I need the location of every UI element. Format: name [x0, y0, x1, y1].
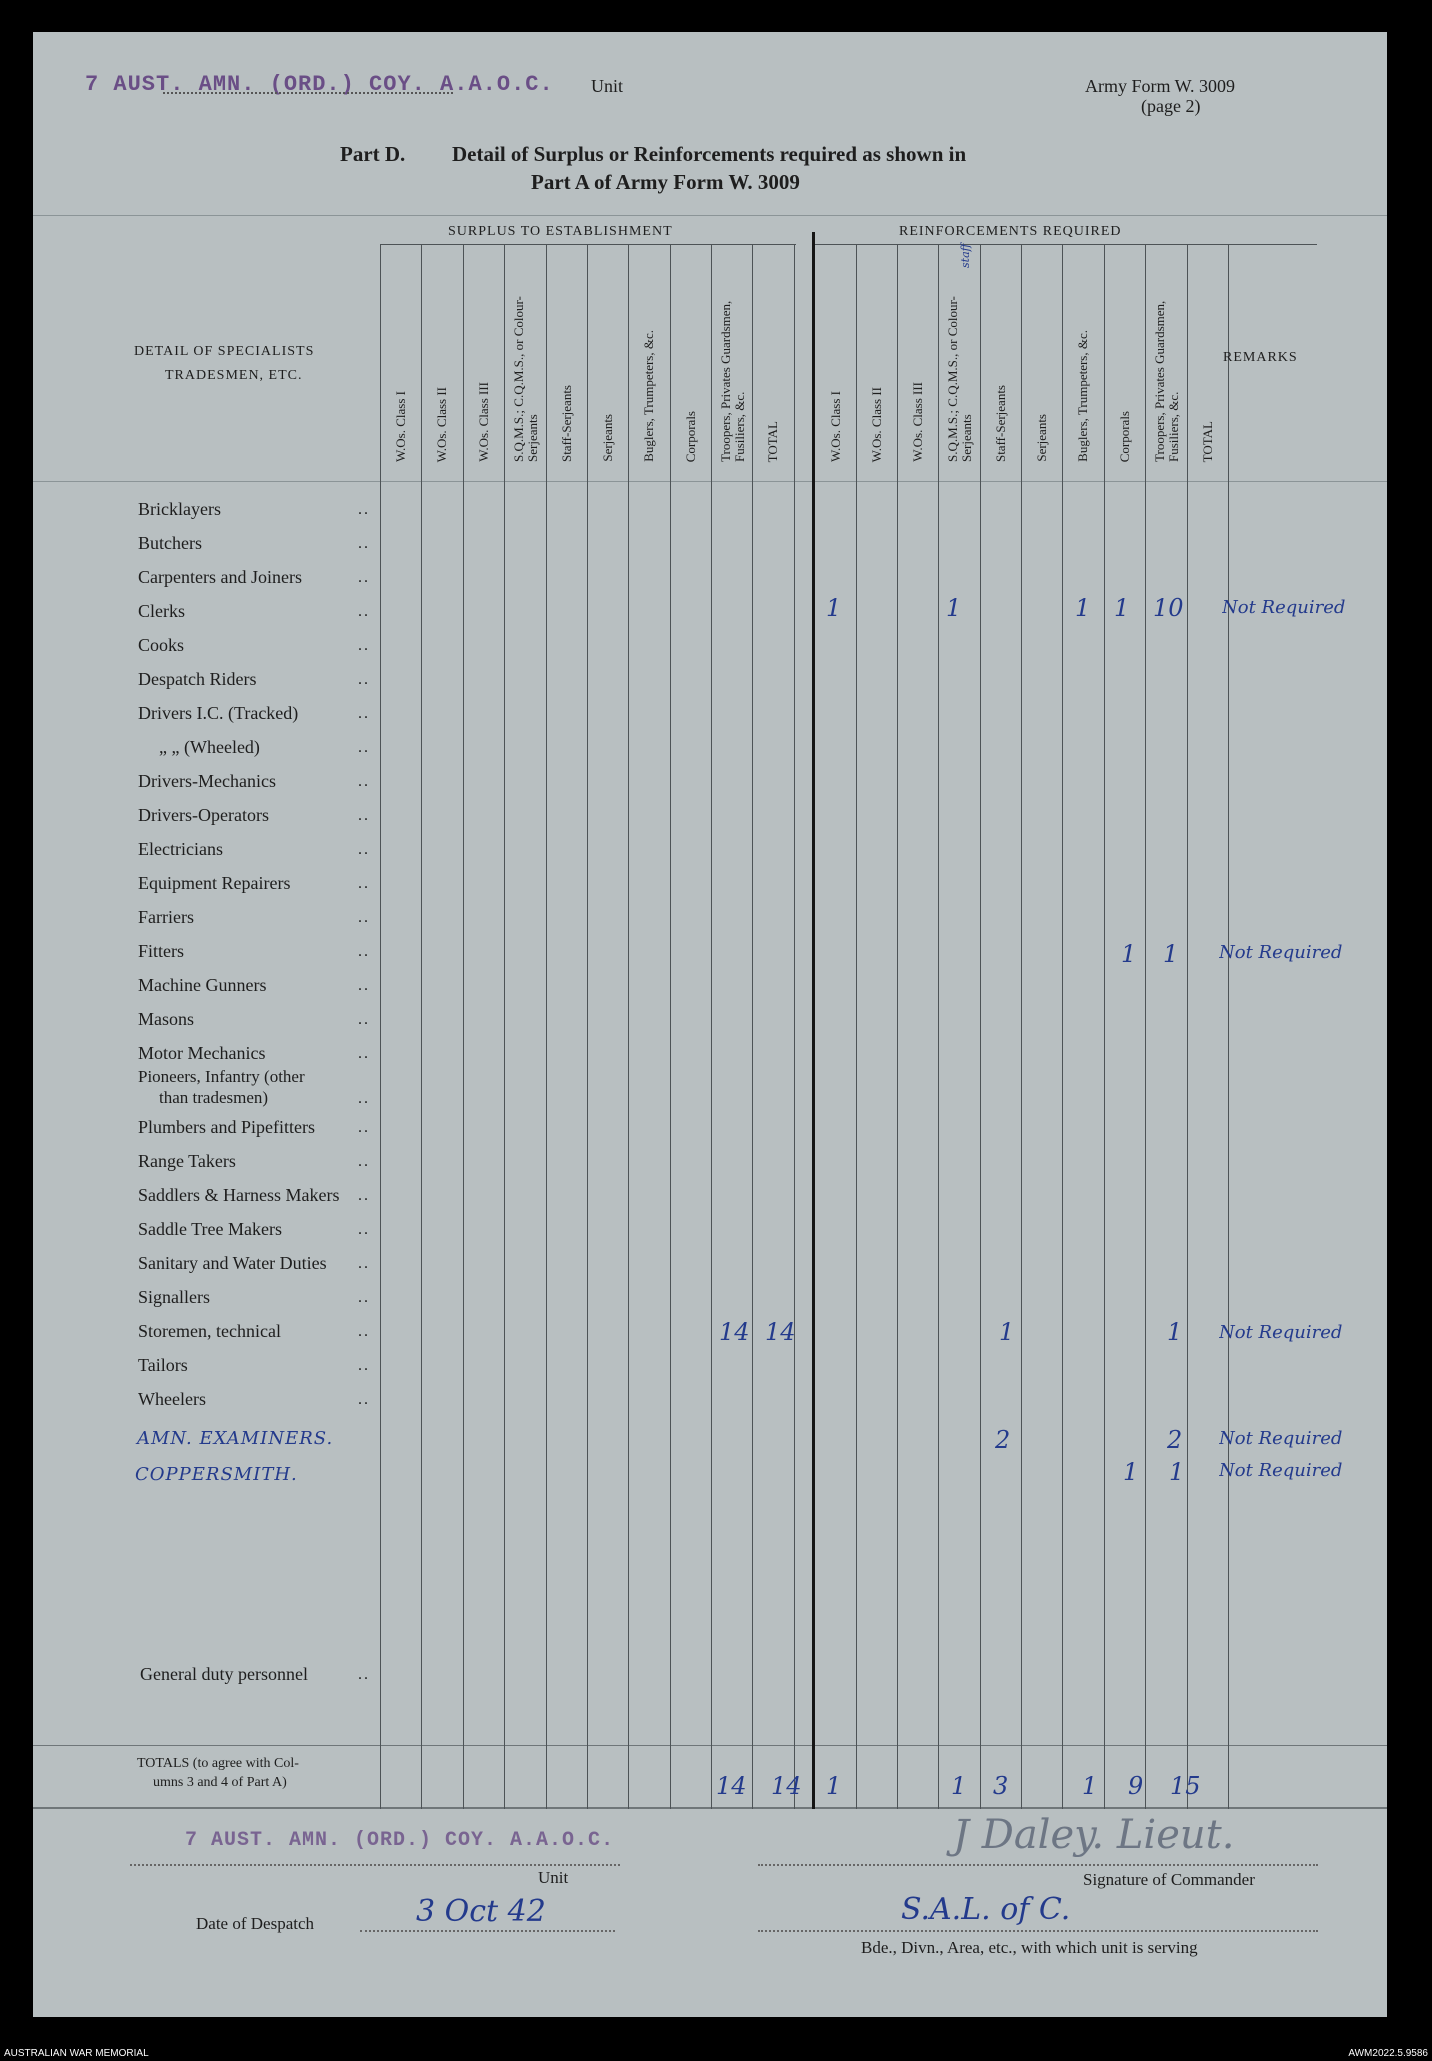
row-label: Equipment Repairers [138, 873, 291, 893]
surplus-col-header: Troopers, Privates Guardsmen, Fusiliers, &c. [718, 300, 747, 462]
surplus-col-header: Corporals [683, 410, 698, 462]
row-leader-dots: .. [358, 671, 370, 688]
totals-bottom-rule [33, 1807, 1387, 1809]
unit-stamp: 7 AUST. AMN. (ORD.) COY. A.A.O.C. [85, 72, 554, 97]
surplus-col-header: TOTAL [765, 420, 780, 462]
sig-unit-dotted [130, 1864, 620, 1866]
copper-r-troop: 1 [1123, 1458, 1139, 1486]
reinf-col-header: Troopers, Privates Guardsmen, Fusiliers, &c. [1152, 300, 1181, 462]
column-line [587, 244, 588, 1809]
row-label: Wheelers [138, 1389, 206, 1409]
storemen-s-troop: 14 [719, 1318, 750, 1346]
surplus-col-header: Staff-Serjeants [559, 384, 574, 462]
row-leader-dots: .. [358, 875, 370, 892]
column-line [1187, 244, 1188, 1809]
form-page: (page 2) [1141, 96, 1201, 116]
row-label: Farriers [138, 907, 194, 927]
unit-label: Unit [591, 76, 624, 96]
title-line-1: Detail of Surplus or Reinforcements required as shown in [452, 142, 967, 166]
amn-r-total: 2 [1167, 1426, 1183, 1454]
column-line [670, 244, 671, 1809]
clerks-r-total: 10 [1153, 594, 1184, 622]
column-line [628, 244, 629, 1809]
general-duty-dots: .. [358, 1666, 370, 1683]
header-bottom-rule [33, 481, 1387, 482]
surplus-col-header: W.Os. Class III [476, 382, 491, 462]
remarks-header: REMARKS [1223, 350, 1298, 365]
copper-remark: Not Required [1219, 1460, 1343, 1481]
row-label: Saddlers & Harness Makers [138, 1185, 340, 1205]
commander-signature: J Daley. Lieut. [953, 1812, 1235, 1858]
row-label: Butchers [138, 533, 202, 553]
clerks-r-troop: 1 [1114, 594, 1130, 622]
row-label: Fitters [138, 941, 185, 961]
formation-dotted [758, 1930, 1318, 1932]
date-dotted [360, 1930, 615, 1932]
row-leader-dots: .. [358, 569, 370, 586]
sig-unit-label: Unit [538, 1868, 569, 1887]
total-r-sqms: 1 [951, 1772, 967, 1800]
row-leader-dots: .. [358, 1221, 370, 1238]
reinf-col-header: Buglers, Trumpeters, &c. [1075, 330, 1090, 462]
total-s-total: 14 [771, 1772, 802, 1800]
row-leader-dots: .. [358, 637, 370, 654]
totals-label-1: TOTALS (to agree with Col- [137, 1756, 299, 1771]
row-leader-dots: .. [358, 1153, 370, 1170]
reinf-col-header: S.Q.M.S.; C.Q.M.S., or Colour-Serjeants [945, 296, 974, 462]
clerks-remark: Not Required [1222, 597, 1346, 618]
footer-right: AWM2022.5.9586 [1348, 2048, 1428, 2059]
column-line [1021, 244, 1022, 1809]
row-leader-dots: .. [358, 535, 370, 552]
row-leader-dots: .. [358, 1289, 370, 1306]
row-leader-dots: .. [358, 1391, 370, 1408]
column-line [752, 244, 753, 1809]
reinf-col-header: Corporals [1117, 410, 1132, 462]
row-leader-dots: .. [358, 1323, 370, 1340]
reinf-col-header: W.Os. Class I [828, 390, 843, 462]
date-label: Date of Despatch [196, 1914, 315, 1933]
row-leader-dots: .. [358, 1011, 370, 1028]
row-leader-dots: .. [358, 1119, 370, 1136]
column-line [980, 244, 981, 1809]
row-label: Saddle Tree Makers [138, 1219, 282, 1239]
amn-remark: Not Required [1219, 1428, 1343, 1449]
signature-label: Signature of Commander [1083, 1870, 1255, 1889]
total-s-troop: 14 [716, 1772, 747, 1800]
storemen-s-total: 14 [765, 1318, 796, 1346]
row-leader-dots: .. [358, 1045, 370, 1062]
row-label: Motor Mechanics [138, 1043, 266, 1063]
surplus-header: SURPLUS TO ESTABLISHMENT [448, 224, 673, 239]
row-label: Electricians [138, 839, 223, 859]
storemen-remark: Not Required [1219, 1322, 1343, 1343]
form-name: Army Form W. 3009 [1085, 76, 1236, 96]
row-label: „ „ (Wheeled) [159, 737, 260, 757]
row-label: Drivers-Mechanics [138, 771, 276, 791]
surplus-col-header: Buglers, Trumpeters, &c. [641, 330, 656, 462]
row-general-duty: General duty personnel [140, 1664, 308, 1684]
row-label: Drivers-Operators [138, 805, 269, 825]
column-line [794, 244, 795, 1809]
column-line [380, 244, 381, 1809]
row-leader-dots: .. [358, 739, 370, 756]
row-leader-dots: .. [358, 909, 370, 926]
row-leader-dots: .. [358, 1357, 370, 1374]
reinf-col-header: Staff-Serjeants [993, 384, 1008, 462]
detail-header-line2: TRADESMEN, ETC. [165, 368, 303, 383]
date-value: 3 Oct 42 [416, 1894, 546, 1929]
row-label: Despatch Riders [138, 669, 257, 689]
part-label: Part D. [340, 142, 406, 166]
reinf-col-header: Serjeants [1034, 414, 1049, 462]
total-r-wo1: 1 [826, 1772, 842, 1800]
column-line [421, 244, 422, 1809]
row-label: Bricklayers [138, 499, 221, 519]
totals-label-2: umns 3 and 4 of Part A) [153, 1775, 287, 1790]
detail-header-line1: DETAIL OF SPECIALISTS [134, 344, 315, 359]
totals-top-rule [33, 1745, 1387, 1746]
row-label: Sanitary and Water Duties [138, 1253, 327, 1273]
row-leader-dots: .. [358, 943, 370, 960]
row-label: Tailors [138, 1355, 188, 1375]
formation-value: S.A.L. of C. [901, 1892, 1071, 1927]
footer-left: AUSTRALIAN WAR MEMORIAL [4, 2048, 149, 2059]
row-label: Plumbers and Pipefitters [138, 1117, 315, 1137]
column-line [546, 244, 547, 1809]
reinf-col-header: W.Os. Class II [869, 386, 884, 462]
amn-r-serj: 2 [995, 1426, 1011, 1454]
table-top-rule [33, 215, 1387, 216]
fitters-r-total: 1 [1163, 940, 1179, 968]
column-line [504, 244, 505, 1809]
row-leader-dots: .. [358, 773, 370, 790]
row-label: Range Takers [138, 1151, 236, 1171]
copper-r-total: 1 [1169, 1458, 1185, 1486]
unit-dotted-line [163, 92, 453, 94]
row-leader-dots: .. [358, 841, 370, 858]
column-line [938, 244, 939, 1809]
row-leader-dots: .. [358, 1090, 370, 1107]
row-coppersmith: COPPERSMITH. [135, 1464, 298, 1485]
row-leader-dots: .. [358, 807, 370, 824]
total-r-troop: 9 [1128, 1772, 1144, 1800]
clerks-r-sqms: 1 [946, 594, 962, 622]
surplus-col-header: W.Os. Class II [434, 386, 449, 462]
reinforcements-header: REINFORCEMENTS REQUIRED [899, 224, 1122, 239]
storemen-r-total: 1 [1167, 1318, 1183, 1346]
row-label: Machine Gunners [138, 975, 267, 995]
column-line [1104, 244, 1105, 1809]
total-r-serj: 3 [993, 1772, 1009, 1800]
row-leader-dots: .. [358, 977, 370, 994]
total-r-corp: 1 [1082, 1772, 1098, 1800]
total-r-total: 15 [1170, 1772, 1201, 1800]
column-line [856, 244, 857, 1809]
row-leader-dots: .. [358, 1255, 370, 1272]
row-label: Drivers I.C. (Tracked) [138, 703, 299, 723]
clerks-r-wo1: 1 [826, 594, 842, 622]
surplus-col-header: S.Q.M.S.; C.Q.M.S., or Colour-Serjeants [511, 296, 540, 462]
row-label: Signallers [138, 1287, 210, 1307]
row-label: Clerks [138, 601, 185, 621]
row-label: Cooks [138, 635, 185, 655]
row-label: than tradesmen) [159, 1088, 269, 1107]
form-page [33, 32, 1387, 2017]
row-label: Carpenters and Joiners [138, 567, 302, 587]
column-line [711, 244, 712, 1809]
column-line [463, 244, 464, 1809]
column-line [897, 244, 898, 1809]
sig-unit-stamp: 7 AUST. AMN. (ORD.) COY. A.A.O.C. [185, 1829, 615, 1852]
surplus-col-header: Serjeants [600, 414, 615, 462]
staff-annotation: staff [959, 243, 972, 268]
fitters-r-troop: 1 [1121, 940, 1137, 968]
formation-label: Bde., Divn., Area, etc., with which unit is serving [861, 1938, 1198, 1957]
row-label: Pioneers, Infantry (other [138, 1067, 305, 1086]
clerks-r-corp: 1 [1075, 594, 1091, 622]
column-line [1062, 244, 1063, 1809]
column-line [1145, 244, 1146, 1809]
reinf-header-rule [812, 244, 1317, 245]
row-label: Storemen, technical [138, 1321, 281, 1341]
row-label: Masons [138, 1009, 195, 1029]
sig-dotted [758, 1864, 1318, 1866]
main-divider [812, 232, 815, 1809]
column-line [1228, 244, 1229, 1809]
row-leader-dots: .. [358, 501, 370, 518]
surplus-header-rule [380, 244, 796, 245]
title-line-2: Part A of Army Form W. 3009 [531, 170, 800, 194]
reinf-col-header: W.Os. Class III [910, 382, 925, 462]
row-leader-dots: .. [358, 1187, 370, 1204]
fitters-remark: Not Required [1219, 942, 1343, 963]
surplus-col-header: W.Os. Class I [393, 390, 408, 462]
row-amn-examiners: AMN. EXAMINERS. [137, 1428, 334, 1449]
storemen-r-serj: 1 [999, 1318, 1015, 1346]
row-leader-dots: .. [358, 705, 370, 722]
row-leader-dots: .. [358, 603, 370, 620]
reinf-col-header: TOTAL [1200, 420, 1215, 462]
